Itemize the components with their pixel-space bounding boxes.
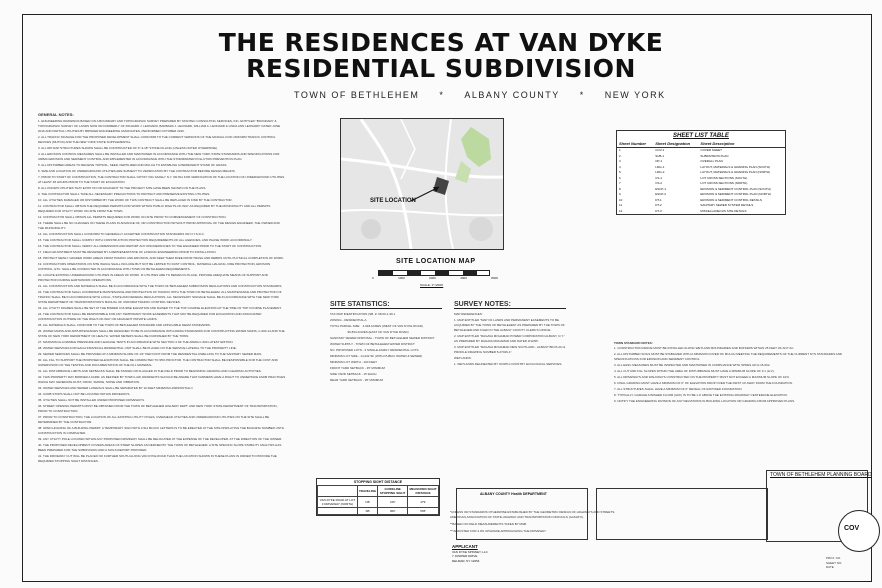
sheet-code-circle [838,510,880,552]
survey-notes [454,302,566,368]
map-scale-label: SCALE: 1"=2000' [420,283,444,287]
sheet-list-row [617,209,785,215]
sight-distance-row [318,497,439,508]
project-title: THE RESIDENCES AT VAN DYKE [218,28,664,57]
general-note: 8. ALL KNOWN UTILITIES THAT EXIST ON OR ADJACENT TO THE PROJECT SITE HAVE BEEN SHOWN ON THE PLANS. [38,186,207,190]
sight-distance-cell: VAN DYKE ROAD AT LOT 3 DRIVEWAY (NORTH) [318,497,358,508]
general-note: 2. ALL TRAFFIC SIGNAGE FOR THE PROPOSED DEVELOPMENT SHALL CONFORM TO THE CURRENT VERSIONS OF THE MANUAL FOR UNIFORM TRAFFIC CONTROL DEVICES (MUTCD) AND THE NEW YORK STATE SUPPLEMENTAL. [38,135,276,144]
sheet-number-cell: 5 [619,170,621,174]
title-block-line: PROJ. NO. [826,556,842,560]
location-separator: * [439,90,445,100]
sheet-designation-cell: CS-2 [655,181,663,185]
sight-distance-grid [317,485,439,515]
general-notes-list [38,119,286,464]
sight-distance-cell [318,508,358,515]
sheet-number-cell: 10 [619,197,623,202]
title-block-line: DATE [826,565,834,569]
sheet-number-cell: 7 [619,181,621,185]
scale-tick: 1000 [398,276,405,280]
general-note: 35. UTILITIES SHALL NOT BE INSTALLED UNDER PROPOSED DRIVEWAYS. [38,398,145,402]
sheet-designation-cell: LMG-1 [655,164,665,169]
map-caption: SITE LOCATION MAP [396,258,476,265]
sheet-number-header: Sheet Number [617,140,653,148]
location-county: ALBANY COUNTY [464,90,560,100]
town-note-line: 4. ALL CUT AND FILL SLOPES WITHIN THE AREA OF DISTURBANCE MUST HAVE A MINIMUM SLOPE OF 3:1 (H:V). [614,369,775,373]
survey-notes-heading: SURVEY NOTES: [454,302,566,309]
sight-distance-note: ***ADJUSTED FOR 4.0% UPGRADE APPROACHING THE DRIVEWAY. [450,529,547,533]
title-block-info [826,556,842,570]
sheet-description-cell: LOT CROSS SECTIONS (SOUTH) [700,175,748,180]
map-scale-ticks [372,276,498,280]
site-statistics-heading: SITE STATISTICS: [330,302,442,309]
sheet-designation-cell: COV-1 [655,148,665,152]
sight-distance-cell: 565' [408,508,439,515]
sheet-number-cell: 2 [619,153,621,158]
survey-note-line: 2. MAP ENTITLED "RAGAVA MOHAMAD POWER CORPORATION ALBANY, N.Y." AS PREPARED BY RAGAVA MOHAMAD AND DATED 3/12/95. [454,334,565,343]
town-note-line: 9. NOTIFY THE ENGINEERING DIVISION OF ANY DEVIATIONS IN BUILDING LOCATION OR GRADING FROM APPROVED PLANS. [614,399,795,403]
general-note: 28. WATER SERVICES FOR EACH INDIVIDUAL RESIDENTIAL UNIT SHALL BE PLACED ON THE SERVICE LATERAL TO THE PROPERTY LINE. [38,346,237,350]
site-statistic-line: NO. PROPOSED LOTS - 3 SINGLE-FAMILY RESIDENTIAL LOTS [330,348,419,352]
sight-header-cell: MEASURED SIGHT DISTANCE [409,487,437,495]
sheet-description-cell: SUBDIVISION PLAN [700,153,729,158]
general-note: 14. ALL CONSTRUCTION SHALL CONFORM TO GENERALLY ACCEPTED CONSTRUCTION STANDARDS OR N.Y.S.D.C. [38,232,205,236]
general-note: 26. WATER MAINS AND APPURTENANCES SHALL BE DESIGNED TO BE IN ACCORDANCE WITH AWWA STANDARDS FOR CONSTRUCTING WATER MAINS, C-600-14 AND THE STATE OF NEW YORK DEPARTMENT OF HEALTH. WATER METERS SHALL BE FURNISHED BY THE TOWN. [38,329,285,338]
general-note: 36. STREET OPENING PERMITS MUST BE OBTAINED FROM THE TOWN OF BETHLEHEM HIGHWAY DEPT. AND NEW YORK STATE DEPARTMENT OF TRANSPORTATION, PRIOR TO CONSTRUCTION. [38,404,278,413]
survey-notes-lines [454,312,566,367]
sight-distance-cell: 360' [378,508,408,515]
site-location-map [340,118,504,250]
general-note: 24. THE CONTRACTOR SHALL BE RESPONSIBLE FOR ANY TEMPORARY WORK EASEMENTS THAT MAY BE REQUIRED FOR EXCAVATION AND ASSOCIATED CONSTRUCTION OUTSIDE OF THE RIGHT-OF-WAY OR ADJACENT PRIVATE LANDS. [38,312,262,321]
sight-distance-cell: 415' [378,497,408,508]
general-note: 17. FIELD ADJUSTMENT MUST BE REVIEWED BY A REPRESENTATIVE OF LASKING ENGINEERING PRIOR TO INSTALLATION. [38,250,217,254]
site-statistics [330,302,442,384]
general-note: 19. CONTRACTORS OPERATIONS ON SITE WHICH SHALL INCLUDE BUT NOT BE LIMITED TO DUST CONTROL, MATERIAL HAULING, FIRE PROTECTION, EROSION CONTROL, ETC. SHALL BE CONDUCTED IN ACCORDANCE WITH TOWN OF BETHLEHEM REQUIREMENTS. [38,262,271,271]
general-note: 30. ALL FILL TO SUPPORT THE PROPOSED ELEVATIONS SHALL BE COMPACTED TO 95% PROCTOR. THE CONTRACTOR SHALL BE RESPONSIBLE FOR THE COST AND SUPERVISION OF THE TESTING AND DOCUMENTATION OF THE FILL MATERIAL. [38,358,278,367]
scale-tick: 2000 [429,276,436,280]
sheet-designation-cell: DT-3 [655,208,662,213]
general-notes-heading: GENERAL NOTES: [38,112,74,117]
sheet-description-cell: LAYOUT, MATERIALS & GRADING PLAN (SOUTH) [700,164,770,169]
general-note: 10. ALL UTILITIES DAMAGED OR DISTURBED BY THE WORK OF THIS CONTRACT SHALL BE REPLACED IN KIND BY THE CONTRACTOR. [38,198,233,202]
town-note-line: 3. ALL E&SC MEASURES MUST BE INSPECTED AND MAINTAINED IN COMPLIANCE WITH SPDES GP-0-15-002. [614,363,771,367]
survey-note-line: 3. MAP ENTITLED "RAGAVA MOHAMAD NEW SCOTLAND - ALBANY BR PLAN & PROFILE DRAWING NUMBER 5-27046-1". [454,345,566,354]
applicant-label: APPLICANT [452,544,478,549]
site-statistic-line: SANITARY SEWER DISPOSAL - TOWN OF BETHLEHEM SEWER DISTRICT [330,336,435,340]
general-note: 20. LOCATE EXISTING UNDERGROUND UTILITIES IN AREAS OF WORK. IF UTILITIES ARE TO REMAIN IN PLACE, PROVIDE ADEQUATE MEANS OF SUPPORT AND PROTECTION DURING EARTHWORK OPERATIONS. [38,273,268,282]
sight-distance-cell: NB [357,497,377,508]
site-statistic-line: MINIMUM LOT SIZE - 14,232 SF (WITH PUBLIC WATER & SEWER) [330,354,423,358]
location-town: TOWN OF BETHLEHEM [294,90,420,100]
general-note: 11. CONTRACTOR SHALL OBTAIN THE REQUIRED PERMITS FOR WORK WITHIN PUBLIC RIGHTS-OF-WAY AS REQUIRED BY THE MUNICIPALITY AND ALL PERMITS REQUIRED FOR UTILITY WORK ON-SITE FROM THE TOWN. [38,204,271,213]
site-statistic-line: MINIMUM LOT WIDTH - 100 FEET [330,360,377,364]
sheet-designation-cell: ESCP-2 [655,192,667,196]
sheet-designation-cell: SUB-1 [655,153,665,158]
site-location-label: SITE LOCATION [370,198,416,204]
sheet-number-cell: 9 [619,192,621,196]
sheet-code: COV [844,525,860,532]
applicant-block [452,545,488,563]
location-separator: * [579,90,585,100]
sheet-designation-cell: CS-1 [655,175,663,180]
general-note: 18. PROTECT NEWLY GRADED WORK AREAS FROM TRAFFIC AND EROSION, AND KEEP THEM FREE FROM TRASH AND DEBRIS UNTIL PHYSICAL COMPLETION OF WORK. [38,256,284,260]
general-note: 38. OPEN HOLDING OF A BUILDING PERMIT, A TEMPORARY SIGN WITH A 911 BLOCK LETTERS IS TO BE ERECTED AT THE SITE DISPLAYING THE BUILDING NUMBER UNTIL CONSTRUCTION IS COMPLETED. [38,426,285,435]
general-note: 1. ENGINEERING DRAWINGS BASED ON A BOUNDARY AND TOPOGRAPHIC SURVEY PREPARED BY STANTEC CONSULTING SERVICES, INC. ENTITLED "BOUNDARY & TOPOGRAPHIC SURVEY OF LANDS NOW OR FORMERLY OF RICHARD J. LEONARD, BARBARA J. LEONARD, WILLIAM A. LEONARD & LINDA ANN LEONARD" DATED JUNE 2016 AND PARTIAL UTILITIES BY BRINKER ENGINEERING ASSOCIATES, PERFORMED OCTOBER 2016. [38,119,281,133]
sheet-number-cell: 1 [619,148,621,152]
general-note: 23. ALL UTILITY FRAMES SHALL BE SET AT THE BINDER COURSE ELEVATION AND RAISED TO THE TOP COURSE ELEVATION AT THE TIME OF TOP COURSE PLACEMENT. [38,306,282,310]
sheet-description-cell: COVER SHEET [700,148,722,152]
sheet-description-cell: LAYOUT, MATERIALS & GRADING PLAN (NORTH) [700,170,771,174]
sight-header-cell [318,486,358,497]
town-note-line: 8. TYPICALLY, GARAGE FINISHED FLOOR (GFF) IS TO BE 1.0' ABOVE THE EXISTING ROADWAY CENTERLINE ELEVATION. [614,393,788,397]
site-statistic-line: ZONING - RESIDENTIAL A [330,318,367,322]
survey-note-line: WETLANDS: [454,356,472,360]
general-notes [38,112,286,465]
general-note: 4. ALL EROSION CONTROL MEASURES SHALL BE INSTALLED AND MAINTAINED IN ACCORDANCE WITH THE NEW YORK STATE STANDARDS AND SPECIFICATIONS FOR URBAN EROSION AND SEDIMENT CONTROL AND IMPLEMENTED IN ACCORDANCE WITH THE STORMWATER POLLUTION PREVENTION PLAN. [38,152,280,161]
sheet-number-cell: 12 [619,208,623,213]
sheet-list-caption: SHEET LIST TABLE [673,133,729,139]
scale-tick: 0 [372,276,374,280]
site-statistic-line: REAR YARD SETBACK - 35' MINIMUM [330,378,383,382]
general-note: 21. ALL CONSTRUCTION AND MATERIALS SHALL BE IN ACCORDANCE WITH THE TOWN OF BETHLEHEM SUBDIVISION REGULATIONS AND CONSTRUCTION STANDARDS. [38,284,283,288]
general-note: 6. SIZE AND LOCATION OF UNDERGROUND UTILITIES ARE SUBJECT TO VERIFICATION BY THE CONTRACTOR BEFORE DESIGN BEGINS. [38,169,236,173]
sheet-list-grid [617,140,785,214]
general-note: 16. THE CONTRACTOR SHALL VERIFY ALL DIMENSIONS AND REPORT ANY DISCREPANCIES TO THE ENGINEER PRIOR TO THE START OF CONSTRUCTION. [38,244,262,248]
general-note: 40. THE PROPOSED DEVELOPMENT COVERS AREAS OF STEEP SLOPES AS DEFINED BY THE TOWN OF BETHLEHEM. A SITE SPECIFIC SLOPE STABILITY ANALYSIS HAS BEEN PREPARED FOR THE SUBDIVISION AND A SOILS REPORT PROVIDED. [38,443,282,452]
sheet-designation-cell: ESCP-1 [655,186,667,191]
general-note: 33. WATER SERVICES AND SEWER LATERALS SHALL BE SEPARATED BY 10 FEET MINIMUM HORIZONTALLY. [38,386,194,390]
sheet-description-cell: EROSION & SEDIMENT CONTROL DETAILS [700,197,762,202]
sight-header-row [318,486,439,497]
health-dept-label: ALBANY COUNTY Health DEPARTMENT [480,492,547,496]
sheet-description-header: Sheet Description [698,140,785,148]
general-note: 7. PRIOR TO START OF CONSTRUCTION, THE CONTRACTOR SHALL NOTIFY DIG SAFELY N.Y. OR 811 FOR VERIFICATION OF THE LOCATION OF UNDERGROUND UTILITIES AT LEAST 48 HOURS PRIOR TO THE START OF EXCAVATION. [38,175,285,184]
survey-note-line: 1. MAP ENTITLED "MAP OF LANDS AND PERMANENT EASEMENTS TO BE ACQUIRED BY THE TOWN OF BETHLEHEM" AS PREPARED BY THE TOWN OF BETHLEHEM AND FILED IN THE ALBANY COUNTY CLERK'S OFFICE. [454,318,565,332]
sight-distance-caption: STOPPING SIGHT DISTANCE [353,480,403,484]
sheet-number-cell: 6 [619,175,621,180]
site-statistic-line: FRONT YARD SETBACK - 35' MINIMUM [330,366,385,370]
survey-note-line: 1. WETLANDS DELINEATED BY NORTH COUNTRY ECOLOGICAL SERVICES. [454,362,563,366]
general-note: 39. ANY UTILITY POLE LOCATED WITHIN ANY PROPOSED DRIVEWAY SHALL BE RELOCATED AT THE EXPENSE OF THE DEVELOPER. AT THE DIRECTION OF THE OWNER. [38,437,283,441]
town-note-line: 7. ALL STRUCTURES SHALL HAVE A MINIMUM OF 6" REVEAL OF EXPOSED FOUNDATION. [614,387,743,391]
general-note: 29. SEWER SERVICES SHALL BE PROVIDED AT A MINIMUM SLOPE OF 1/4" PER FOOT FROM THE RESIDENTIAL DWELLING TO THE SANITARY SEWER MAIN. [38,352,263,356]
sheet-list-table [616,130,786,215]
general-note: 37. PRIOR TO CONSTRUCTION, THE LOCATION OF ALL EXISTING UTILITY POLES, OVERHEAD UTILITIES AND UNDERGROUND UTILITIES ON THE SITE SHALL BE DETERMINED BY THE CONTRACTOR. [38,415,270,424]
sight-distance-note: *UNLESS OR STANDARDS OTHERWISE ESTABLISHED BY THE GEOMETRIC DESIGN OF HIGHWAYS AND STREETS, AMERICAN ASSOCIATION OF STATE HIGHWAY AND TRANSPORTATION OFFICIALS (AASHTO). [450,510,616,519]
sheet-designation-cell: OP-1 [655,159,663,163]
project-subtitle: RESIDENTIAL SUBDIVISION [246,54,636,83]
town-note-line: 2. ALL DISTURBED SOILS MUST BE STABILIZED WITH A MINIMUM COVER OF MULCH MEETING THE REQUIREMENTS OF THE CURRENT NYS STANDARDS AND SPECIFICATIONS FOR EROSION AND SEDIMENT CONTROL. [614,352,843,361]
general-note: 5. ALL DISTURBED AREAS TO RECEIVE TOPSOIL, SEED, FERTILIZER AND MULCH TO ESTABLISH A PERMANENT STAND OF GRASS. [38,163,228,167]
general-note: 22. THE CONTRACTOR SHALL COORDINATE MAINTENANCE AND PROTECTION OF TRAFFIC WITH THE TOWN OF BETHLEHEM. ALL MAINTENANCE AND PROTECTION OF TRAFFIC SHALL BE IN ACCORDANCE WITH LOCAL, STATE AND FEDERAL REGULATIONS. ALL NECESSARY SIGNAGE SHALL BE IN ACCORDANCE WITH THE NEW YORK STATE DEPARTMENT OF TRANSPORTATION'S MANUAL OF UNIFORM TRAFFIC CONTROL DEVICES. [38,290,282,304]
general-note: 12. CONTRACTOR SHALL OBTAIN ALL PERMITS REQUIRED FOR WORK ON-SITE PRIOR TO COMMENCEMENT OF CONSTRUCTION. [38,215,227,219]
sheet-description-cell: EROSION & SEDIMENT CONTROL PLAN (SOUTH) [700,186,771,191]
applicant-line: DELMAR, NY 12054 [452,558,480,563]
sheet-number-cell: 4 [619,164,621,169]
sheet-description-cell: OVERALL PLAN [700,159,723,163]
scale-tick: 8000 [491,276,498,280]
sheet-number-cell: 11 [619,203,623,207]
map-graphic [341,119,503,249]
town-note-line: 5. ALL DRIVEWAYS AND WALKWAYS CONSTRUCTED ON THE PROPERTY MUST NOT EXCEED A MAXIMUM SLOPE OF 10%. [614,375,790,379]
title-block-line: SHEET NO. [826,560,843,565]
scale-tick: 4000 [460,276,467,280]
sheet-designation-header: Sheet Designation [653,140,698,148]
sight-distance-cell: SB [357,508,377,515]
general-note: 9. THE CONTRACTOR SHALL TAKE ALL NECESSARY PRECAUTIONS TO PROTECT AND PRESERVE EXISTING UTILITIES. [38,192,211,196]
sight-distance-table [316,478,440,516]
sheet-number-cell: 8 [619,186,621,191]
town-note-line: 1. CONSTRUCTION FENCE MUST BE INSTALLED ALONG WETLAND BOUNDARIES AND BUFFERS WITHIN 25 FEET OF ANY AC. [614,346,795,350]
sheet-designation-cell: DT-1 [655,197,662,202]
planning-board-label: TOWN OF BETHLEHEM PLANNING BOARD [770,472,872,478]
sheet-number-cell: 3 [619,159,621,163]
sight-header-cell: GUIDELINE STOPPING SIGHT [378,486,408,497]
sheet-designation-cell: DT-2 [655,203,662,207]
sight-distance-row [318,508,439,515]
general-note: 3. ALL RIP-RAP STRUCTURES SHOWN SHALL BE CONSTRUCTED OF 6"-3-18" STONE FILLING (UNLESS NOTED OTHERWISE). [38,146,218,150]
sheet-list-header-row [617,140,785,148]
general-note: 27. MAXIMUM ALLOWABLE PRESSURE AND LEAKAGE TESTS IN ACCORDANCE WITH SECTION 4 OF THE AWWA C-600 LATEST EDITION. [38,340,234,344]
sight-header-cell: TRAVELING [357,486,377,497]
town-notes-lines [614,346,860,404]
town-notes-heading: TOWN STANDARD NOTES: [614,341,653,345]
sight-distance-note: **BASED ON FIELD MEASUREMENTS TAKEN BY MSB. [450,522,527,526]
site-statistic-line: WATER SUPPLY - TOWN OF BETHLEHEM WATER DISTRICT [330,342,415,346]
sheet-description-cell: LOT CROSS SECTIONS (NORTH) [700,181,748,185]
site-statistic-line: TAX MAP IDENTIFICATION (SB. #: 98.00-1-39.1 [330,312,396,316]
site-statistic-line: TOTAL PARCEL SIZE: 4.918 ACRES (WEST OF VAN DYKE ROAD) [330,324,423,328]
location-state: NEW YORK [604,90,666,100]
sheet-description-cell: MISCELLANEOUS SITE DETAILS [700,208,747,213]
sheet-description-cell: EROSION & SEDIMENT CONTROL PLAN (NORTH) [700,192,771,196]
site-statistics-lines [330,312,442,383]
sheet-designation-cell: LMG-2 [655,170,665,174]
applicant-line: 7 JUNIPER DRIVE [452,554,478,558]
sight-distance-cell: 479' [408,497,439,508]
sheet-description-cell: SANITARY SEWER SYSTEM DETAILS [700,203,754,207]
site-statistic-line: 96.834 ACRES (EAST OF VAN DYKE ROAD) [330,330,409,334]
general-note: 13. THERE SHALL BE NO CHANGES ON THESE PLANS IN ADVANCE OF, OR CONSTRUCTION WITHOUT PRIOR APPROVAL OF THE DESIGN ENGINEER, THE OWNER AND THE MUNICIPALITY. [38,221,280,230]
general-note: 34. CURB STOPS SHALL NOT BE LOCATED WITHIN DRIVEWAYS. [38,392,131,396]
general-note: 31. ALL DISTURBANCE LIMITS AND SETBACKS SHALL BE STAKED OR FLAGGED IN THE FIELD PRIOR TO BEGINNING GRADING AND CLEARING ACTIVITIES. [38,369,262,373]
general-note: 25. ALL MATERIALS SHALL CONFORM TO THE TOWN OF BETHLEHEM STANDARD AND APPLICABLE DEHM STANDARDS. [38,323,211,327]
general-note: 32. THIS PROPERTY MAY BORDER A FARM. AS DEFINED BY TOWN LAW, RESIDENTS SHOULD BE AWARE THAT FARMERS HAVE A RIGHT TO UNDERTAKE FARM PRACTICES WHICH MAY GENERATE DUST, ODOR, SMOKE, NOISE AND VIBRATION. [38,375,286,384]
general-note: 15. THE CONTRACTOR SHALL COMPLY WITH CONSTRUCTION PROTECTION REQUIREMENTS OF ALL AGENCIES, AND PHASE WORK ACCORDINGLY. [38,238,253,242]
survey-note-line: MAP REFERENCES: [454,312,483,316]
general-note: 41. THE DRIVEWAY CUT WILL BE PLACED NO FURTHER SOUTH ALONG VAN DYKE ROAD THAN THE LOCATION SHOWN IN THESE PLANS IN ORDER TO PROVIDE THE REQUIRED STOPPING SIGHT DISTANCES. [38,454,277,463]
approval-stamp-box [596,488,768,540]
applicant-line: VAN DYKE SPINNEY, LLC [452,549,488,554]
site-statistic-line: SIDE YARD SETBACK - 15' EACH [330,372,377,376]
project-location [286,90,674,100]
town-standard-notes [614,341,860,405]
town-note-line: 6. FINAL GRADING MUST HAVE A MINIMUM OF 6" OF ELEVATION DROP OVER THE FIRST 10' AWAY FROM THE FOUNDATION. [614,381,793,385]
